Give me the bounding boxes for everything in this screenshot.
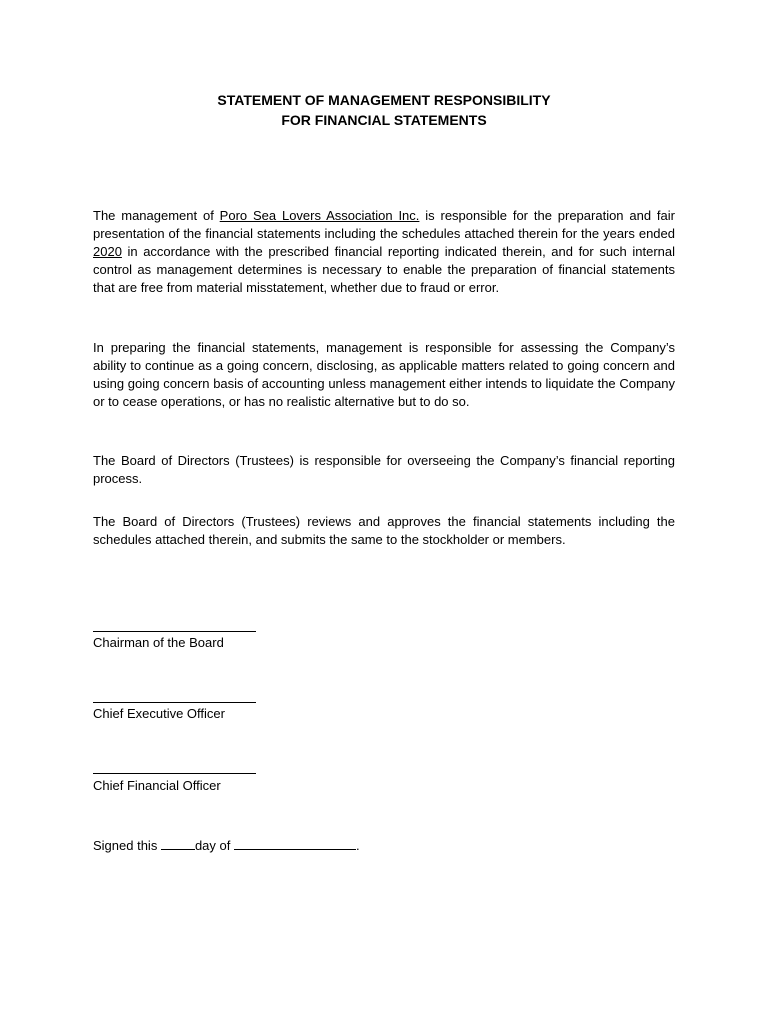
signatory-label-ceo: Chief Executive Officer <box>93 706 225 721</box>
document-title <box>0 90 768 130</box>
signature-line-ceo[interactable] <box>93 702 256 703</box>
signed-middle: day of <box>194 838 234 853</box>
p1-text-end: in accordance with the prescribed financial reporting indicated therein, and for such internal control as management determines is necessary to enable the preparation of financial statements that are free from material misstatement, whether due to fraud or error. <box>93 244 675 295</box>
month-blank[interactable] <box>234 837 356 850</box>
signature-line-chairman[interactable] <box>93 631 256 632</box>
paragraph-management-responsibility <box>93 207 675 297</box>
p1-text-start: The management of <box>93 208 220 223</box>
company-name: Poro Sea Lovers Association Inc. <box>219 208 420 223</box>
paragraph-board-approval: The Board of Directors (Trustees) reviews and approves the financial statements including the schedules attached therein, and submits the same to the stockholder or members. <box>93 514 675 547</box>
title-line-2: FOR FINANCIAL STATEMENTS <box>281 112 487 128</box>
signatory-label-chairman: Chairman of the Board <box>93 635 224 650</box>
signed-suffix: . <box>355 838 360 853</box>
signed-prefix: Signed this <box>93 838 161 853</box>
paragraph-going-concern: In preparing the financial statements, management is responsible for assessing the Company’s ability to continue as a going concern, disclosing, as applicable matters related to going concern and using going concern basis of accounting unless management either intends to liquidate the Company or to cease operations, or has no realistic alternative but to do so. <box>93 340 675 409</box>
paragraph-board-oversight: The Board of Directors (Trustees) is responsible for overseeing the Company’s financial reporting process. <box>93 453 675 486</box>
signature-line-cfo[interactable] <box>93 773 256 774</box>
signed-date-line <box>93 837 360 855</box>
signatory-label-cfo: Chief Financial Officer <box>93 778 221 793</box>
p1-text-middle: is responsible for the preparation and fair presentation of the financial statements including the schedules attached therein for the years ended <box>93 208 675 241</box>
title-line-1: STATEMENT OF MANAGEMENT RESPONSIBILITY <box>217 92 551 108</box>
reporting-year: 2020 <box>93 244 122 259</box>
day-blank[interactable] <box>161 837 195 850</box>
